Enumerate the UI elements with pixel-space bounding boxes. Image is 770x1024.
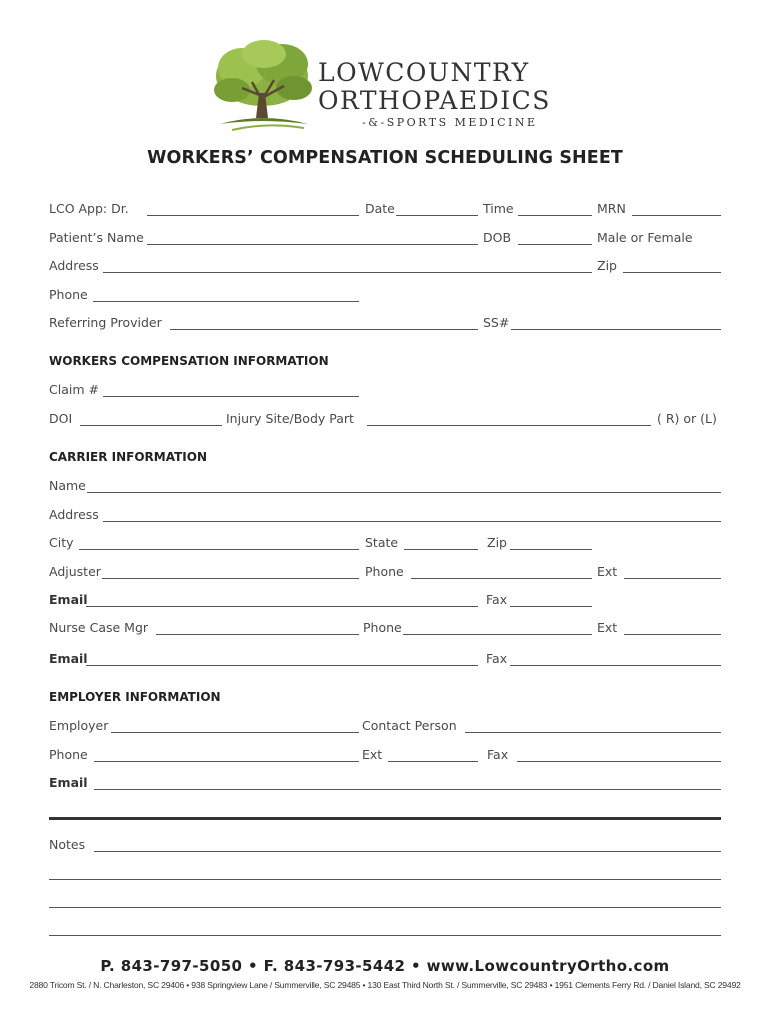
carrier-address-label: Address <box>49 507 99 522</box>
employer-phone-field[interactable] <box>94 761 359 762</box>
nurse-ext-label: Ext <box>597 620 618 635</box>
sex-options[interactable]: Male or Female <box>597 230 693 245</box>
employer-heading: EMPLOYER INFORMATION <box>49 690 221 704</box>
dob-label: DOB <box>483 230 512 245</box>
nurse-phone-field[interactable] <box>403 634 592 635</box>
patient-name-field[interactable] <box>147 244 478 245</box>
nurse-email-field[interactable] <box>86 665 478 666</box>
employer-ext-field[interactable] <box>388 761 478 762</box>
mrn-label: MRN <box>597 201 626 216</box>
referring-provider-label: Referring Provider <box>49 315 162 330</box>
brand-name-line2: ORTHOPAEDICS <box>318 86 551 115</box>
carrier-zip-field[interactable] <box>510 549 592 550</box>
carrier-city-label: City <box>49 535 74 550</box>
carrier-name-field[interactable] <box>87 492 721 493</box>
nurse-fax-field[interactable] <box>510 665 721 666</box>
adjuster-phone-field[interactable] <box>411 578 592 579</box>
doi-field[interactable] <box>80 425 222 426</box>
notes-label: Notes <box>49 837 86 852</box>
carrier-heading: CARRIER INFORMATION <box>49 450 207 464</box>
notes-line-1[interactable] <box>94 851 721 852</box>
employer-email-field[interactable] <box>94 789 721 790</box>
notes-line-2[interactable] <box>49 879 721 880</box>
carrier-state-label: State <box>365 535 399 550</box>
adjuster-label: Adjuster <box>49 564 101 579</box>
zip-field[interactable] <box>623 272 721 273</box>
dob-field[interactable] <box>518 244 592 245</box>
side-options[interactable]: ( R) or (L) <box>657 411 717 426</box>
address-label: Address <box>49 258 99 273</box>
claim-label: Claim # <box>49 382 99 397</box>
carrier-address-field[interactable] <box>103 521 721 522</box>
phone-label: Phone <box>49 287 88 302</box>
nurse-ext-field[interactable] <box>624 634 721 635</box>
time-label: Time <box>483 201 514 216</box>
injury-site-label: Injury Site/Body Part <box>226 411 354 426</box>
notes-line-3[interactable] <box>49 907 721 908</box>
adjuster-ext-label: Ext <box>597 564 618 579</box>
adjuster-ext-field[interactable] <box>624 578 721 579</box>
employer-ext-label: Ext <box>362 747 383 762</box>
page-title: WORKERS’ COMPENSATION SCHEDULING SHEET <box>147 148 623 168</box>
carrier-city-field[interactable] <box>79 549 359 550</box>
tree-logo-icon <box>212 38 314 136</box>
employer-label: Employer <box>49 718 109 733</box>
injury-site-field[interactable] <box>367 425 651 426</box>
workers-comp-heading: WORKERS COMPENSATION INFORMATION <box>49 354 329 368</box>
carrier-zip-label: Zip <box>487 535 507 550</box>
footer-addresses: 2880 Tricom St. / N. Charleston, SC 29406 • 938 Springview Lane / Summerville, SC 29485 • 130 East Third North St. / Summerville, SC 29483 • 1951 Clements Ferry Rd. / Daniel Island, SC 29492 <box>29 980 741 990</box>
section-divider <box>49 817 721 820</box>
adjuster-fax-field[interactable] <box>510 606 592 607</box>
lco-app-field[interactable] <box>147 215 359 216</box>
adjuster-fax-label: Fax <box>486 592 508 607</box>
nurse-fax-label: Fax <box>486 651 508 666</box>
lco-app-label: LCO App: Dr. <box>49 201 129 216</box>
carrier-name-label: Name <box>49 478 86 493</box>
doi-label: DOI <box>49 411 73 426</box>
nurse-phone-label: Phone <box>363 620 402 635</box>
nurse-case-mgr-label: Nurse Case Mgr <box>49 620 149 635</box>
contact-person-label: Contact Person <box>362 718 457 733</box>
employer-field[interactable] <box>111 732 359 733</box>
mrn-field[interactable] <box>632 215 721 216</box>
carrier-state-field[interactable] <box>404 549 478 550</box>
brand-name-line1: LOWCOUNTRY <box>318 58 530 87</box>
brand-tagline: -&-SPORTS MEDICINE <box>362 116 538 129</box>
adjuster-email-label: Email <box>49 592 88 607</box>
address-field[interactable] <box>103 272 592 273</box>
contact-person-field[interactable] <box>465 732 721 733</box>
date-field[interactable] <box>396 215 478 216</box>
date-label: Date <box>365 201 395 216</box>
adjuster-phone-label: Phone <box>365 564 404 579</box>
zip-label: Zip <box>597 258 617 273</box>
phone-field[interactable] <box>93 301 359 302</box>
notes-line-4[interactable] <box>49 935 721 936</box>
employer-email-label: Email <box>49 775 88 790</box>
adjuster-field[interactable] <box>102 578 359 579</box>
nurse-email-label: Email <box>49 651 88 666</box>
adjuster-email-field[interactable] <box>86 606 478 607</box>
nurse-case-mgr-field[interactable] <box>156 634 359 635</box>
patient-name-label: Patient’s Name <box>49 230 144 245</box>
employer-fax-label: Fax <box>487 747 509 762</box>
time-field[interactable] <box>518 215 592 216</box>
footer-contact: P. 843-797-5050 • F. 843-793-5442 • www.LowcountryOrtho.com <box>100 957 670 975</box>
ss-label: SS# <box>483 315 510 330</box>
claim-field[interactable] <box>103 396 359 397</box>
ss-field[interactable] <box>511 329 721 330</box>
employer-fax-field[interactable] <box>517 761 721 762</box>
referring-provider-field[interactable] <box>170 329 478 330</box>
employer-phone-label: Phone <box>49 747 88 762</box>
